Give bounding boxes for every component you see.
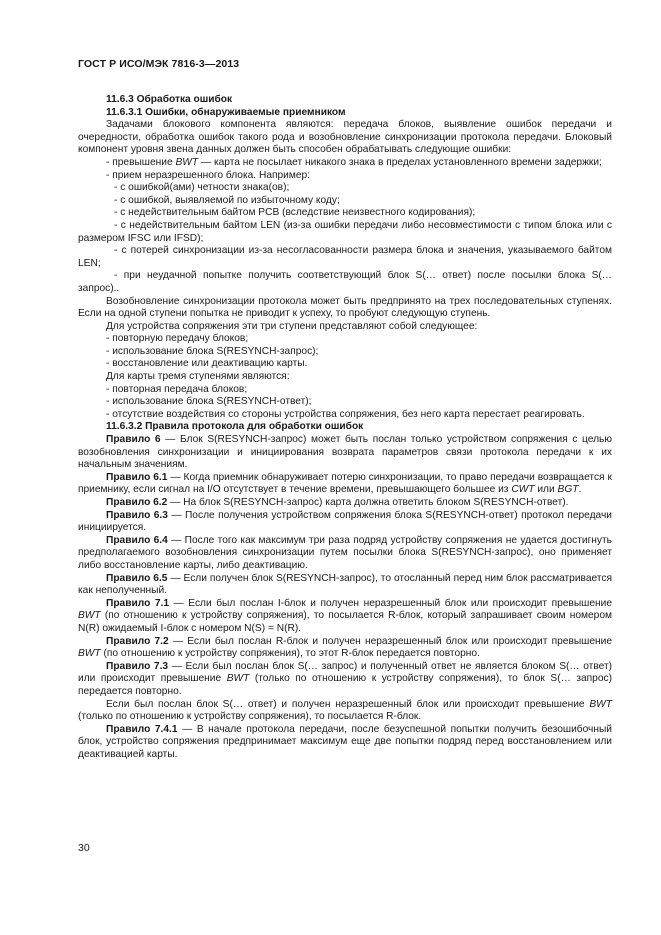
rule-6-5: Правило 6.5 — Если получен блок S(RESYNCH-запрос), то отосланный перед ним блок рассматривается как неполученный. [78, 572, 612, 597]
rule-6-1: Правило 6.1 — Когда приемник обнаруживает потерю синхронизации, то право передачи возвращается к приемнику, если сигнал на I/O отсутствует в течение времени, превышающего большее из CWT или BGT. [78, 471, 612, 496]
paragraph-s-response: Если был послан блок S(… ответ) и получен неразрешенный блок или происходит превышение BWT (только по отношению к устройству сопряжения), то посылается R-блок. [78, 698, 612, 723]
list-item-reset: - восстановление или деактивацию карты. [106, 358, 308, 370]
list-item-redundancy: - с ошибкой, выявляемой по избыточному коду; [114, 194, 340, 206]
list-item-retransmit: - повторную передачу блоков; [106, 333, 249, 345]
subsection-title-rules: 11.6.3.2 Правила протокола для обработки ошибок [106, 421, 364, 433]
rule-7-3: Правило 7.3 — Если был послан блок S(… запрос) и полученный ответ не является блоком S(… ответ) или происходит превышение BWT (только по отношению к устройству сопряжения), то блок S(… запрос) передается повторно. [78, 660, 612, 697]
list-item-s-block: - при неудачной попытке получить соответствующий блок S(… ответ) после посылки блока S(… запрос).. [78, 270, 612, 294]
list-item-bwt: - превышение BWT — карта не посылает никакого знака в пределах установленного времени задержки; [106, 156, 602, 168]
list-item-sync-loss: - с потерей синхронизации из-за несогласованности размера блока и значения, указываемого байтом LEN; [78, 245, 612, 269]
list-item-card-retransmit: - повторная передача блоков; [106, 383, 248, 395]
list-item-len: - с недействительным байтом LEN (из-за ошибки передачи либо несовместимости с типом блока или с размером IFSC или IFSD); [78, 219, 612, 244]
list-item-no-action: - отсутствие воздействия со стороны устройства сопряжения, без него карта перестает реагировать. [106, 408, 585, 420]
document-header: ГОСТ Р ИСО/МЭК 7816-3—2013 [78, 58, 240, 70]
rule-6-2: Правило 6.2 — На блок S(RESYNCH-запрос) карта должна ответить блоком S(RESYNCH-ответ). [106, 497, 569, 508]
subsection-title-errors: 11.6.3.1 Ошибки, обнаруживаемые приемником [106, 106, 346, 118]
list-item-resynch-response: - использование блока S(RESYNCH-ответ); [106, 396, 312, 408]
list-item-pcb: - с недействительным байтом PCB (вследствие неизвестного кодирования); [114, 207, 476, 219]
paragraph-card-steps: Для карты тремя ступенями являются: [106, 371, 290, 383]
rule-6-3: Правило 6.3 — После получения устройством сопряжения блока S(RESYNCH-ответ) протокол передачи инициируется. [78, 509, 612, 534]
list-item-resynch-request: - использование блока S(RESYNCH-запрос); [106, 345, 319, 357]
list-item-invalid-block: - прием неразрешенного блока. Например: [106, 169, 311, 181]
rule-7-2: Правило 7.2 — Если был послан R-блок и получен неразрешенный блок или происходит превышение BWT (по отношению к устройству сопряжения), то этот R-блок передается повторно. [78, 635, 612, 660]
rule-7-1: Правило 7.1 — Если был послан I-блок и получен неразрешенный блок или происходит превышение BWT (по отношению к устройству сопряжения), то посылается R-блок, который запрашивает своим номером N(R) ожидаемый I-блок с номером N(S) = N(R). [78, 597, 612, 634]
paragraph-interface-steps: Для устройства сопряжения эти три ступени представляют собой следующее: [106, 320, 478, 332]
section-title: 11.6.3 Обработка ошибок [106, 94, 233, 105]
rule-6: Правило 6 — Блок S(RESYNCH-запрос) может быть послан только устройством сопряжения с целью возобновления синхронизации и инициирования возврата параметров связи протокола передачи к их начальным значениям. [78, 434, 612, 471]
rule-7-4-1: Правило 7.4.1 — В начале протокола передачи, после безуспешной попытки получить безошибочный блок, устройство сопряжения предпринимает максимум еще две попытки подряд перед восстановлением или деактивацией карты. [78, 723, 612, 760]
paragraph-intro: Задачами блокового компонента являются: передача блоков, выявление ошибок передачи и очередности, обработка ошибок такого рода и возобновление синхронизации протокола передачи. Блоковый компонент уровня звена данных должен быть способен обрабатывать следующие ошибки: [78, 119, 612, 156]
page-number: 30 [78, 842, 90, 854]
document-body [78, 94, 612, 761]
rule-6-4: Правило 6.4 — После того как максимум три раза подряд устройству сопряжения не удается достигнуть предполагаемого возобновления синхронизации путем посылки блока S(RESYNCH-запрос), оно применяет либо восстановление карты, либо деактивацию. [78, 534, 612, 571]
list-item-parity: - с ошибкой(ами) четности знака(ов); [114, 182, 290, 194]
paragraph-resync-steps: Возобновление синхронизации протокола может быть предпринято на трех последовательных ступенях. Если на одной ступени попытка не приводит к успеху, то пробуют следующую ступень. [78, 295, 612, 320]
